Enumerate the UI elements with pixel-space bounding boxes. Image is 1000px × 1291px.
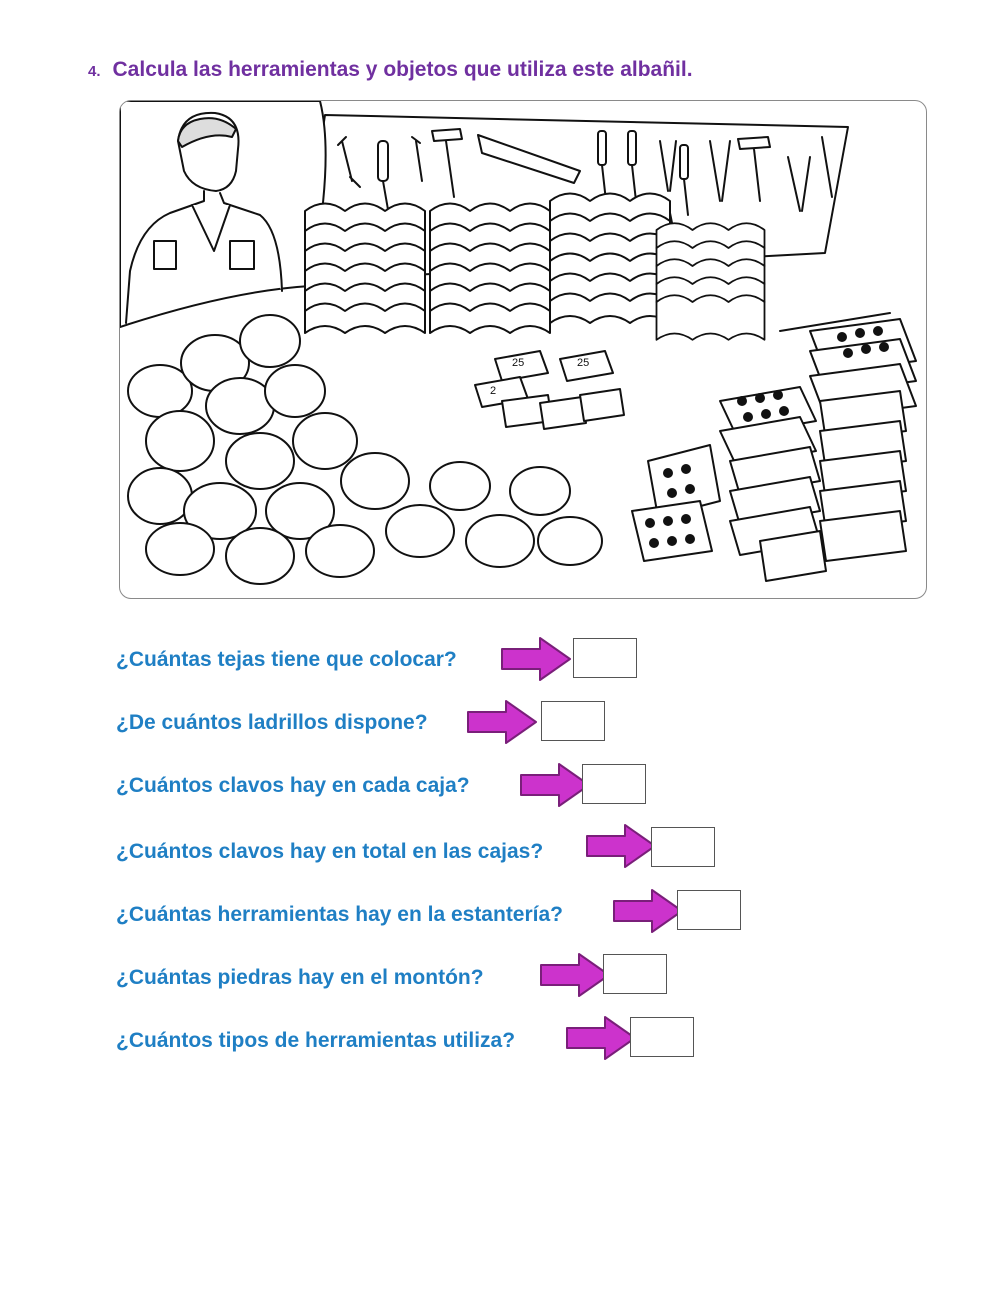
- box-label: 25: [512, 357, 525, 369]
- answer-input-1[interactable]: [573, 638, 637, 678]
- question-4: ¿Cuántos clavos hay en total en las cajas?: [116, 840, 544, 863]
- box-label: 2: [490, 385, 497, 397]
- tile-stack: [550, 194, 670, 324]
- answer-input-5[interactable]: [677, 890, 741, 930]
- question-6: ¿Cuántas piedras hay en el montón?: [116, 966, 484, 989]
- exercise-title: Calcula las herramientas y objetos que utiliza este albañil.: [112, 58, 693, 81]
- tile-stack: [657, 223, 765, 340]
- right-arrow-icon: [539, 952, 611, 998]
- box-label: 25: [577, 357, 590, 369]
- right-arrow-icon: [500, 636, 572, 682]
- illustration-drawing: [120, 101, 927, 599]
- question-1: ¿Cuántas tejas tiene que colocar?: [116, 648, 457, 671]
- question-7: ¿Cuántos tipos de herramientas utiliza?: [116, 1029, 516, 1052]
- question-3: ¿Cuántos clavos hay en cada caja?: [116, 774, 470, 797]
- right-arrow-icon: [466, 699, 538, 745]
- right-arrow-icon: [585, 823, 657, 869]
- tile-stack: [430, 204, 550, 334]
- nail-boxes: [475, 351, 624, 429]
- exercise-number: 4.: [88, 63, 101, 80]
- right-arrow-icon: [519, 762, 591, 808]
- question-2: ¿De cuántos ladrillos dispone?: [116, 711, 428, 734]
- answer-input-4[interactable]: [651, 827, 715, 867]
- answer-input-2[interactable]: [541, 701, 605, 741]
- answer-input-6[interactable]: [603, 954, 667, 994]
- bricklayer-illustration: [119, 100, 927, 599]
- answer-input-3[interactable]: [582, 764, 646, 804]
- right-arrow-icon: [612, 888, 684, 934]
- exercise-heading: [88, 58, 693, 82]
- tile-stack: [305, 204, 425, 334]
- right-arrow-icon: [565, 1015, 637, 1061]
- answer-input-7[interactable]: [630, 1017, 694, 1057]
- question-5: ¿Cuántas herramientas hay en la estantería?: [116, 903, 563, 926]
